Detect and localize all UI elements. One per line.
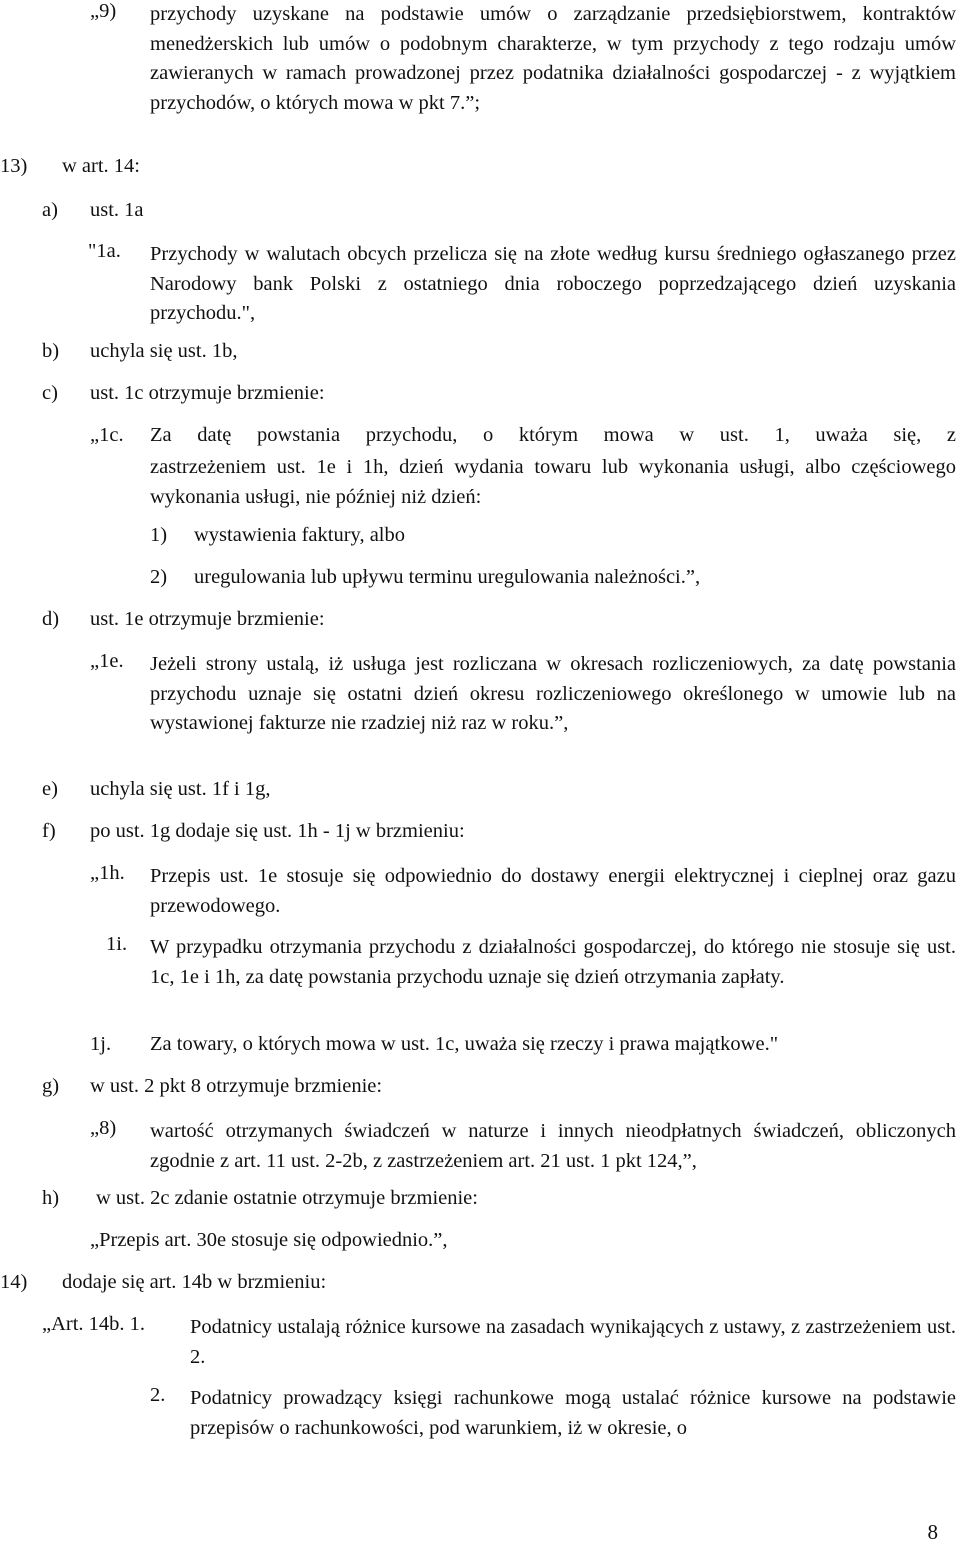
- ust-1a-text: Przychody w walutach obcych przelicza się na złote według kursu średniego ogłaszanego przez Narodowy bank Polski z ostatniego dnia roboczego poprzedzającego dzień uzyskania przychodu.",: [150, 243, 956, 324]
- ust-1h-text: Przepis ust. 1e stosuje się odpowiednio do dostawy energii elektrycznej i cieplnej oraz gazu przewodowego.: [150, 865, 956, 917]
- ust-1c-first-line: Za datę powstania przychodu, o którym mowa w ust. 1, uważa się, z: [150, 424, 956, 446]
- art-14b-ust-1-text: Podatnicy ustalają różnice kursowe na zasadach wynikających z ustawy, z zastrzeżeniem ust. 2.: [190, 1316, 956, 1368]
- letter-c-label: c): [42, 382, 58, 404]
- letter-h-label: h): [42, 1187, 60, 1209]
- ust-1c-label: „1c.: [90, 424, 124, 446]
- letter-e-label: e): [42, 778, 58, 800]
- letter-f-label: f): [42, 820, 56, 842]
- ust-1a-label: "1a.: [88, 240, 121, 262]
- ust-1e-label: „1e.: [90, 650, 124, 672]
- letter-c-text: ust. 1c otrzymuje brzmienie:: [90, 382, 325, 404]
- letter-h-text: w ust. 2c zdanie ostatnie otrzymuje brzmienie:: [96, 1187, 478, 1209]
- item-9-text: przychody uzyskane na podstawie umów o zarządzanie przedsiębiorstwem, kontraktów menedżerskich lub umów o podobnym charakterze, w tym przychody z tego rodzaju umów zawieranych w ramach prowadzonej przez podatnika działalności gospodarczej - z wyjątkiem przychodów, o których mowa w pkt 7.”;: [150, 3, 956, 114]
- pkt-8-label: „8): [90, 1117, 117, 1139]
- art-14b-label: „Art. 14b. 1.: [42, 1313, 146, 1335]
- letter-b-text: uchyla się ust. 1b,: [90, 340, 238, 362]
- item-9-label: „9): [90, 0, 117, 22]
- ust-1j-label: 1j.: [90, 1033, 112, 1055]
- item-13-text: w art. 14:: [62, 155, 140, 177]
- pkt-8-text: wartość otrzymanych świadczeń w naturze i innych nieodpłatnych świadczeń, obliczonych zgodnie z art. 11 ust. 2-2b, z zastrzeżeniem art. 21 ust. 1 pkt 124,”,: [150, 1120, 956, 1172]
- ust-1c-rest: zastrzeżeniem ust. 1e i 1h, dzień wydania towaru lub wykonania usługi, albo częściowego wykonania usługi, nie później niż dzień:: [150, 456, 956, 508]
- ust-1c-sub2-label: 2): [150, 566, 168, 588]
- item-14-label: 14): [0, 1271, 28, 1293]
- letter-b-label: b): [42, 340, 60, 362]
- ust-1i-text: W przypadku otrzymania przychodu z działalności gospodarczej, do którego nie stosuje się ust. 1c, 1e i 1h, za datę powstania przychodu uznaje się dzień otrzymania zapłaty.: [150, 936, 956, 988]
- letter-a-text: ust. 1a: [90, 199, 144, 221]
- item-14-text: dodaje się art. 14b w brzmieniu:: [62, 1271, 327, 1293]
- ust-1c-sub2-text: uregulowania lub upływu terminu uregulowania należności.”,: [194, 566, 701, 588]
- art-14b-ust-2-text: Podatnicy prowadzący księgi rachunkowe mogą ustalać różnice kursowe na podstawie przepisów o rachunkowości, pod warunkiem, iż w okresie, o: [190, 1387, 956, 1439]
- letter-g-label: g): [42, 1075, 60, 1097]
- letter-e-text: uchyla się ust. 1f i 1g,: [90, 778, 271, 800]
- ust-1c-sub1-text: wystawienia faktury, albo: [194, 524, 406, 546]
- letter-a-label: a): [42, 199, 58, 221]
- letter-d-label: d): [42, 608, 60, 630]
- ust-1i-label: 1i.: [106, 933, 128, 955]
- ust-1c-sub1-label: 1): [150, 524, 168, 546]
- art-14b-ust-2-label: 2.: [150, 1384, 166, 1406]
- letter-d-text: ust. 1e otrzymuje brzmienie:: [90, 608, 325, 630]
- page-number: 8: [927, 1520, 938, 1544]
- letter-f-text: po ust. 1g dodaje się ust. 1h - 1j w brzmieniu:: [90, 820, 465, 842]
- ust-1h-label: „1h.: [90, 862, 125, 884]
- letter-h-quote: „Przepis art. 30e stosuje się odpowiednio.”,: [90, 1229, 448, 1251]
- item-13-label: 13): [0, 155, 28, 177]
- letter-g-text: w ust. 2 pkt 8 otrzymuje brzmienie:: [90, 1075, 383, 1097]
- ust-1e-text: Jeżeli strony ustalą, iż usługa jest rozliczana w okresach rozliczeniowych, za datę powstania przychodu uznaje się ostatni dzień okresu rozliczeniowego określonego w umowie lub na wystawionej fakturze nie rzadziej niż raz w roku.”,: [150, 653, 956, 734]
- ust-1j-text: Za towary, o których mowa w ust. 1c, uważa się rzeczy i prawa majątkowe.": [150, 1033, 779, 1055]
